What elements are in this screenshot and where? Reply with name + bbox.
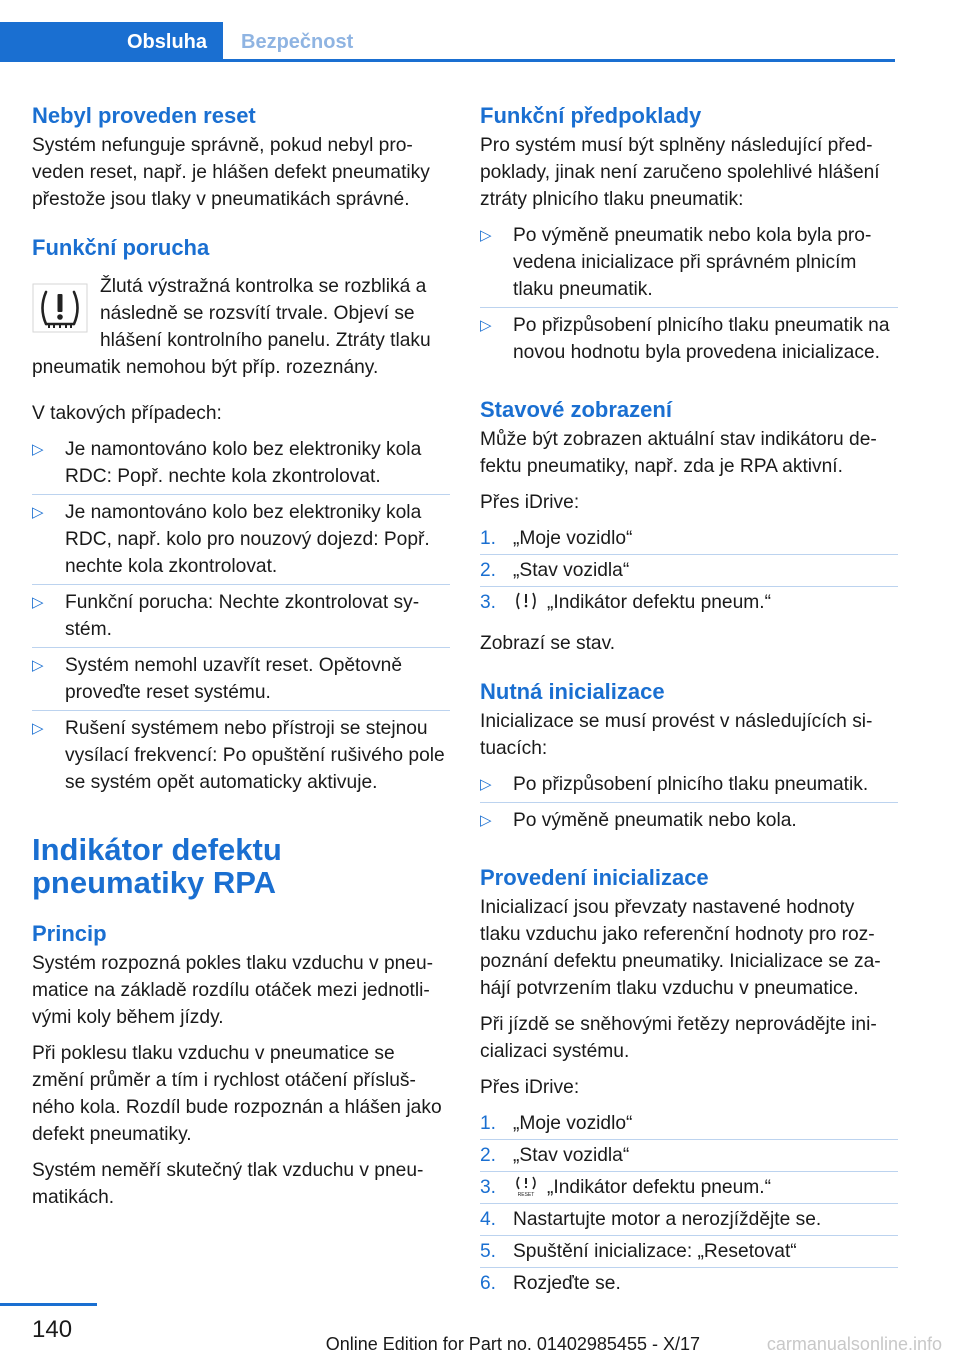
list-item: ▷ Po výměně pneumatik nebo kola byla provedena inicializace při správném plnicím tlaku pneumatik. <box>480 222 898 303</box>
init-list <box>480 771 898 834</box>
bullet-triangle-icon: ▷ <box>480 227 492 244</box>
left-column <box>32 100 450 1211</box>
tab-underline <box>0 59 895 62</box>
tab-bar <box>0 22 895 62</box>
tab-bezpecnost[interactable]: Bezpečnost <box>241 30 354 53</box>
list-item: 5. Spuštění inicializace: „Resetovat“ <box>480 1238 898 1265</box>
status-heading: Stavové zobrazení <box>480 397 672 422</box>
fault-text-2: pneumatik nemohou být příp. rozeznány. <box>32 357 379 378</box>
tire-reset-icon <box>513 1175 539 1197</box>
principle-p1: Systém rozpozná pokles tlaku vzduchu v pneumatice na základě rozdílu otáček mezi jednotlivými koly během jízdy. <box>32 953 434 1028</box>
bullet-triangle-icon: ▷ <box>32 441 44 458</box>
list-item: ▷ Systém nemohl uzavřít reset. Opětovně proveďte reset systému. <box>32 652 450 706</box>
right-column <box>480 100 898 1302</box>
section-title: Indikátor defektu pneumatiky RPA <box>32 832 282 900</box>
perform-p2: Při jízdě se sněhovými řetězy neprovádějte inicializaci systému. <box>480 1014 877 1062</box>
status-result: Zobrazí se stav. <box>480 633 616 654</box>
cases-list <box>32 436 450 796</box>
bullet-triangle-icon: ▷ <box>480 776 492 793</box>
list-item: 1. „Moje vozidlo“ <box>480 525 898 552</box>
fault-heading: Funkční porucha <box>32 235 210 260</box>
tire-warning-icon <box>32 283 88 333</box>
list-item: ▷ Je namontováno kolo bez elektroniky kola RDC: Popř. nechte kola zkontrolovat. <box>32 436 450 490</box>
reset-text: Systém nefunguje správně, pokud nebyl proveden reset, např. je hlášen defekt pneumatiky přestože jsou tlaky v pneumatikách správné. <box>32 135 430 210</box>
bullet-triangle-icon: ▷ <box>32 657 44 674</box>
watermark: carmanualsonline.info <box>766 1334 942 1354</box>
principle-p3: Systém neměří skutečný tlak vzduchu v pneumatikách. <box>32 1160 424 1208</box>
via-idrive: Přes iDrive: <box>480 492 580 513</box>
prereq-heading: Funkční předpoklady <box>480 103 702 128</box>
list-item: ▷ Rušení systémem nebo přístroji se stejnou vysílací frekvencí: Po opuštění rušivého pole se systém opět automaticky aktivuje. <box>32 715 450 796</box>
reset-heading: Nebyl proveden reset <box>32 103 256 128</box>
perform-heading: Provedení inicializace <box>480 865 709 890</box>
svg-text:RESET: RESET <box>517 1192 535 1197</box>
list-item: ▷ Po přizpůsobení plnicího tlaku pneumatik. <box>480 771 898 798</box>
list-item: 2. „Stav vozidla“ <box>480 557 898 584</box>
principle-p2: Při poklesu tlaku vzduchu v pneumatice se změní průměr a tím i rychlost otáčení příslušného kola. Rozdíl bude rozpoznán a hlášen jako defekt pneumatiky. <box>32 1043 442 1145</box>
status-steps <box>480 525 898 616</box>
fault-text-1: Žlutá výstražná kontrolka se rozbliká a následně se rozsvítí trvale. Objeví se hlášení kontrolního panelu. Ztráty tlaku <box>100 276 431 351</box>
fault-paragraph <box>32 273 450 381</box>
list-item: 3. „Indikátor defektu pneum.“ <box>480 592 771 613</box>
prereq-text: Pro systém musí být splněny následující předpoklady, jinak není zaručeno spolehlivé hlášení ztráty plnicího tlaku pneumatik: <box>480 135 880 210</box>
tab-obsluha[interactable]: Obsluha <box>0 22 223 62</box>
list-item: 2. „Stav vozidla“ <box>480 1142 898 1169</box>
list-item: 3. RESET „Indikátor defektu pneum.“ <box>480 1174 898 1201</box>
init-text: Inicializace se musí provést v následujících situacích: <box>480 711 873 759</box>
page-number: 140 <box>32 1316 73 1343</box>
bullet-triangle-icon: ▷ <box>32 504 44 521</box>
list-item: 4. Nastartujte motor a nerozjíždějte se. <box>480 1206 898 1233</box>
prereq-list <box>480 222 898 366</box>
list-item: 1. „Moje vozidlo“ <box>480 1110 898 1137</box>
edition-note: Online Edition for Part no. 01402985455 - X/17 <box>325 1334 700 1354</box>
perform-p1: Inicializací jsou převzaty nastavené hodnoty tlaku vzduchu jako referenční hodnoty pro rozpoznání defektu pneumatiky. Inicializace se zahájí potvrzením tlaku vzduchu v pneumatice. <box>480 897 881 999</box>
perform-steps <box>480 1110 898 1297</box>
bullet-triangle-icon: ▷ <box>32 720 44 737</box>
list-item: ▷ Funkční porucha: Nechte zkontrolovat systém. <box>32 589 450 643</box>
footer-rule <box>0 1303 97 1306</box>
list-item: 6. Rozjeďte se. <box>480 1273 621 1294</box>
status-text: Může být zobrazen aktuální stav indikátoru defektu pneumatiky, např. zda je RPA aktivní. <box>480 429 877 477</box>
init-heading: Nutná inicializace <box>480 679 665 704</box>
principle-heading: Princip <box>32 921 107 946</box>
list-item: ▷ Je namontováno kolo bez elektroniky kola RDC, např. kolo pro nouzový dojezd: Popř. nechte kola zkontrolovat. <box>32 499 450 580</box>
bullet-triangle-icon: ▷ <box>480 317 492 334</box>
cases-intro: V takových případech: <box>32 403 222 424</box>
via-idrive-2: Přes iDrive: <box>480 1077 580 1098</box>
bullet-triangle-icon: ▷ <box>32 594 44 611</box>
bullet-triangle-icon: ▷ <box>480 812 492 829</box>
list-item: ▷ Po přizpůsobení plnicího tlaku pneumatik na novou hodnotu byla provedena inicializace. <box>480 312 898 366</box>
list-item: ▷ Po výměně pneumatik nebo kola. <box>480 807 898 834</box>
tire-warning-icon <box>513 590 539 612</box>
